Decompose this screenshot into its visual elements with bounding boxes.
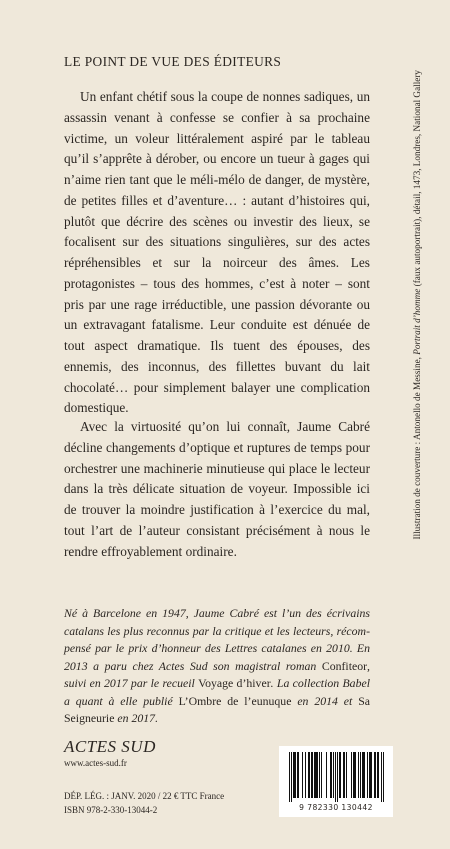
barcode-bar xyxy=(362,752,363,798)
cover-credit-title: Portrait d’homme xyxy=(412,288,422,355)
barcode-bar xyxy=(311,752,312,798)
barcode xyxy=(279,746,393,817)
section-heading: LE POINT DE VUE DES ÉDITEURS xyxy=(64,54,282,69)
barcode-bar xyxy=(326,752,327,798)
cover-credit xyxy=(411,70,423,825)
barcode-bar xyxy=(293,752,294,798)
bio-text-4: en 2014 et xyxy=(291,693,359,708)
barcode-bar xyxy=(355,752,356,798)
barcode-bar xyxy=(309,752,310,798)
barcode-bar xyxy=(351,752,352,798)
publisher-website: www.actes-sud.fr xyxy=(64,758,127,768)
barcode-number: 9 782330 130442 xyxy=(299,803,373,812)
barcode-bar xyxy=(298,752,299,798)
bio-text-2: , suivi en 2017 par le recueil xyxy=(64,658,370,690)
barcode-bar xyxy=(333,752,334,798)
barcode-bar xyxy=(314,752,315,798)
barcode-bar xyxy=(346,752,347,798)
bio-text-5: en 2017. xyxy=(114,711,159,725)
bio-book-title-confiteor: Confiteor xyxy=(321,658,368,673)
barcode-bar xyxy=(371,752,372,798)
barcode-bar xyxy=(369,752,370,798)
barcode-bar xyxy=(331,752,332,798)
barcode-bar xyxy=(297,752,298,798)
barcode-bar xyxy=(358,752,359,798)
barcode-bar xyxy=(354,752,355,798)
barcode-bar xyxy=(335,752,336,802)
barcode-bar xyxy=(377,752,378,798)
cover-credit-prefix: Illustration de couverture : Antonello de Messine, xyxy=(412,354,422,540)
isbn-text: ISBN 978-2-330-13044-2 xyxy=(64,805,158,815)
barcode-bar xyxy=(343,752,344,798)
barcode-bar xyxy=(340,752,341,798)
barcode-bar xyxy=(374,752,375,798)
bio-book-title-ombre: L’Ombre de l’eunuque xyxy=(178,693,292,708)
barcode-bar xyxy=(344,752,345,798)
publisher-logo: ACTES SUD xyxy=(64,737,156,756)
barcode-bar xyxy=(330,752,331,798)
barcode-bar xyxy=(308,752,309,798)
barcode-bar xyxy=(305,752,306,798)
barcode-bar xyxy=(370,752,371,798)
barcode-bar xyxy=(295,752,296,798)
barcode-bar xyxy=(375,752,376,798)
barcode-bars xyxy=(285,752,387,802)
barcode-bar xyxy=(312,752,313,798)
barcode-bar xyxy=(302,752,303,798)
barcode-bar xyxy=(378,752,379,798)
bio-book-title-voyage: Voyage d’hiver xyxy=(198,676,271,690)
barcode-bar xyxy=(315,752,316,798)
body-paragraph-2: Avec la virtuosité qu’on lui connaît, Jaume Cabré décline changements d’optique et ruptures de temps pour orchestrer une machinerie minutieuse qui place le lecteur dans la très délicate situation de voyeur. Impossible ici de trouver la moindre justification à l’exercice du mal, tout l’art de l’auteur consistant précisément à nous le rendre effroyablement ordinaire. xyxy=(64,419,370,559)
barcode-bar xyxy=(363,752,364,798)
barcode-bar xyxy=(353,752,354,798)
bio-text-1: Né à Barcelone en 1947, Jaume Cabré est l’un des écrivains catalans les plus reconnus par la critique et les lecteurs, récompensé par le prix d’honneur des Lettres catalanes en 2010. En 2013 a paru chez Actes Sud son magistral roman xyxy=(64,606,370,673)
barcode-bar xyxy=(381,752,382,802)
author-bio xyxy=(64,605,370,728)
cover-credit-suffix: (faux autoportrait), détail, 1473, Londres, National Gallery xyxy=(412,70,422,289)
bio-text-3: . La collection Babel a quant à elle publié xyxy=(64,676,370,708)
barcode-bar xyxy=(360,752,361,798)
cover-credit-strip xyxy=(411,70,441,825)
barcode-bar xyxy=(339,752,340,798)
barcode-bar xyxy=(317,752,318,798)
barcode-bar xyxy=(383,752,384,802)
barcode-bar xyxy=(319,752,320,798)
legal-deposit-price: DÉP. LÉG. : JANV. 2020 / 22 € TTC France xyxy=(64,791,225,801)
barcode-bar xyxy=(316,752,317,798)
barcode-bar xyxy=(364,752,365,798)
barcode-bar xyxy=(367,752,368,798)
bio-book-title-seigneurie: Sa Seigneurie xyxy=(64,693,370,725)
body-paragraph-1: Un enfant chétif sous la coupe de nonnes sadiques, un assassin venant à confesse se confier à sa prochaine victime, un voleur littéralement aspiré par le tableau qu’il s’apprête à dérober, ou encore un tueur à gages qui n’aime rien tant que le méli-mélo de danger, de mystère, de petites filles et d’aventure… : autant d’histoires qui, plutôt que décrire des scènes ou investir des lieux, se focalisent sur des situations singulières, sur des actes répréhensibles et sur la noirceur des âmes. Les protagonistes – tous des hommes, c’est à noter – sont pris par une rage irréductible, une passion dévorante ou un extravagant fatalisme. Leur conduite est dénuée de tout aspect dramatique. Ils tuent des épouses, des ennemis, des inconnus, des fillettes buvant du lait chocolaté… pour simplement balayer une complication domestique. xyxy=(64,89,370,416)
barcode-bar xyxy=(291,752,292,802)
barcode-bar xyxy=(337,752,338,802)
barcode-bar xyxy=(294,752,295,798)
barcode-bar xyxy=(321,752,322,798)
barcode-bar xyxy=(289,752,290,802)
